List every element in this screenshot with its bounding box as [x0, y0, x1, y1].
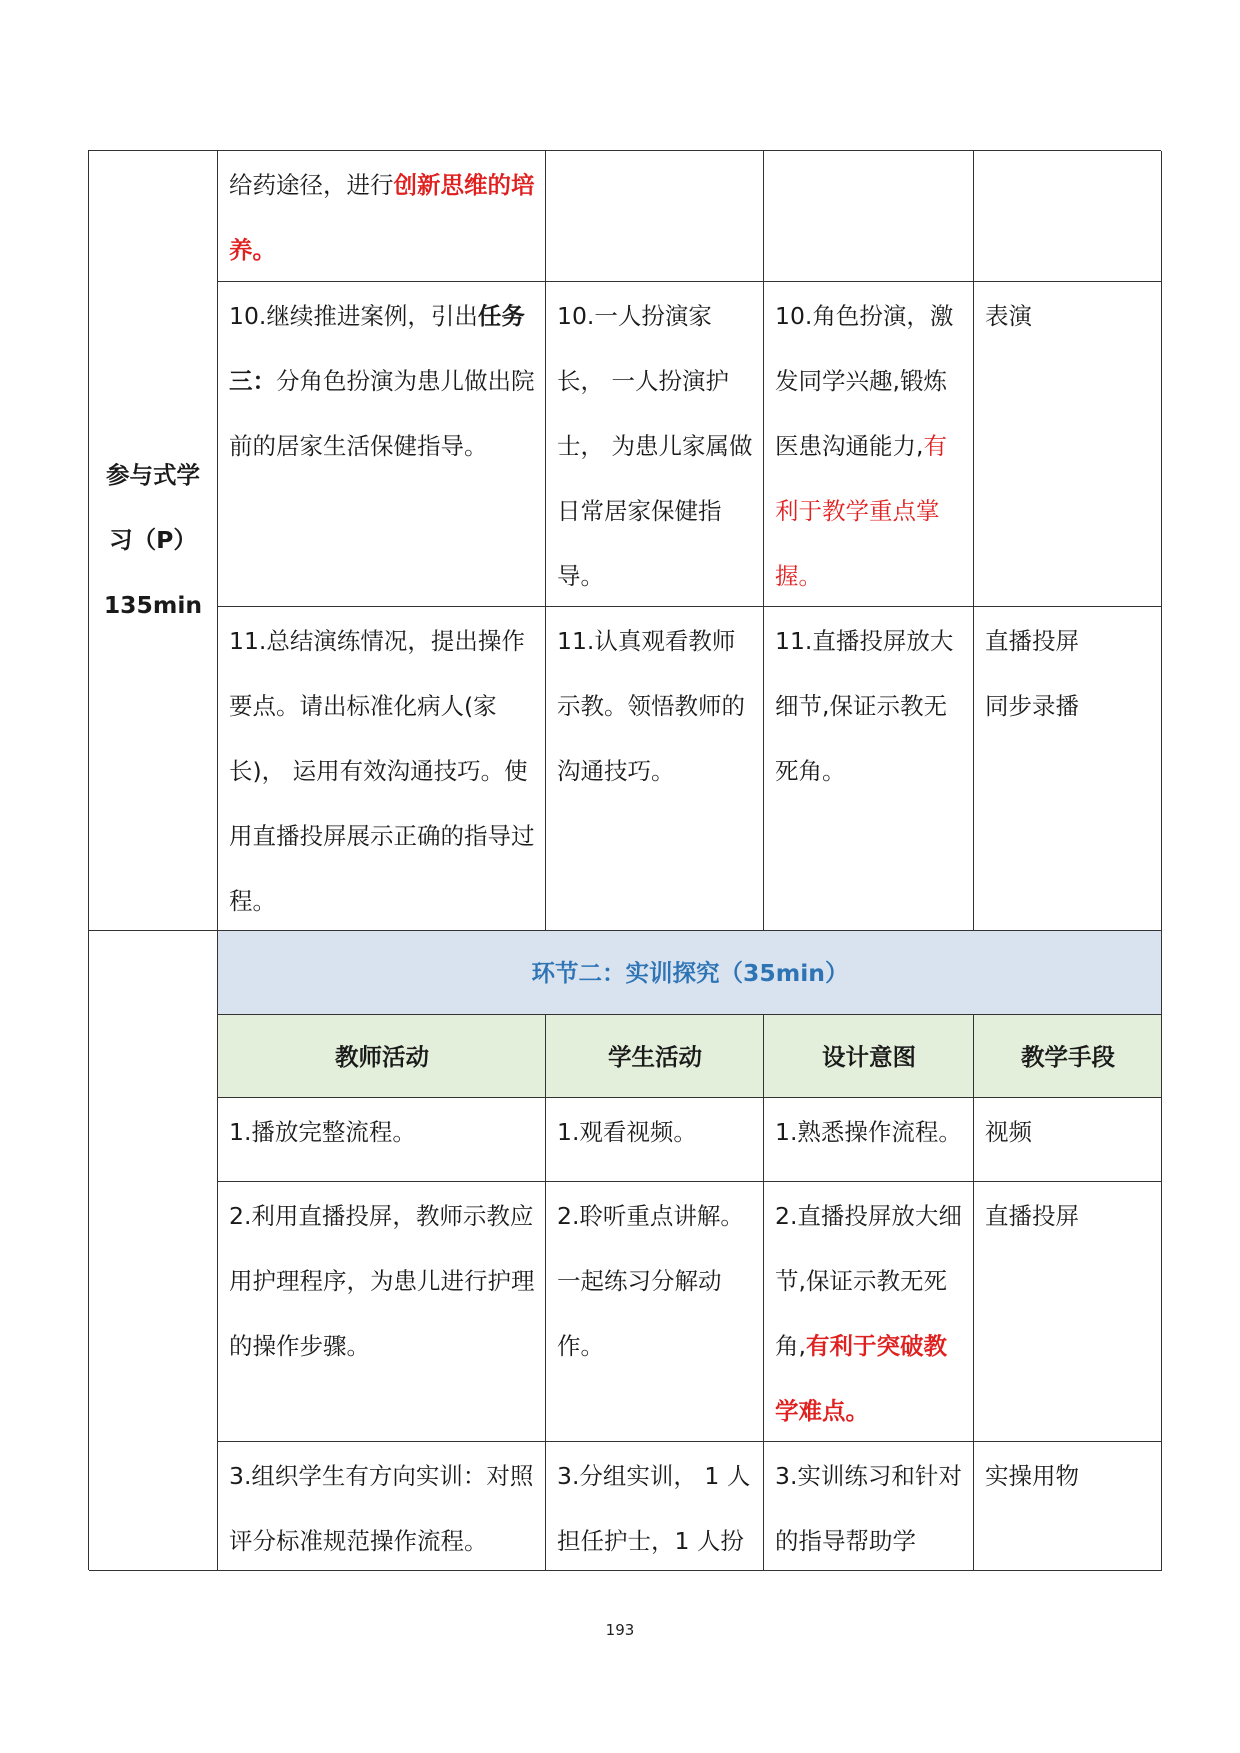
stage-label-line2: 习（P）	[109, 526, 197, 554]
r1-teacher-cell	[218, 1098, 546, 1182]
header-means-label: 教学手段	[1021, 1042, 1115, 1071]
r2-design-text: 2.直播投屏放大细节,保证示教无死角,	[775, 1202, 962, 1360]
r3-teacher-text: 3.组织学生有方向实训：对照评分标准规范操作流程。	[229, 1462, 534, 1555]
row10-design-text: 10.角色扮演，激发同学兴趣,锻炼医患沟通能力,	[775, 302, 954, 460]
cont-design-cell	[764, 151, 974, 282]
header-design-label: 设计意图	[822, 1042, 916, 1071]
row10-task-label: 任务三：	[229, 302, 525, 395]
r2-student-cell	[546, 1182, 764, 1442]
r3-teacher-cell	[218, 1442, 546, 1571]
r1-design-cell	[764, 1098, 974, 1182]
row11-teacher-cell	[218, 607, 546, 931]
section-title-cell	[218, 931, 1162, 1015]
r1-means-cell	[974, 1098, 1162, 1182]
stage-label-line1: 参与式学	[106, 461, 200, 489]
row10-student-cell	[546, 282, 764, 607]
row11-design-cell	[764, 607, 974, 931]
header-means	[974, 1015, 1162, 1098]
cont-teacher-emphasis: 创新思维的培养。	[229, 171, 535, 264]
row11-student-text: 11.认真观看教师示教。领悟教师的沟通技巧。	[557, 627, 745, 785]
row11-teacher-text: 11.总结演练情况，提出操作要点。请出标准化病人(家长)， 运用有效沟通技巧。使用直播投屏展示正确的指导过程。	[229, 627, 535, 915]
cont-teacher-cell	[218, 151, 546, 282]
header-teacher-label: 教师活动	[335, 1042, 429, 1071]
r1-design-text: 1.熟悉操作流程。	[775, 1118, 962, 1146]
r2-teacher-cell	[218, 1182, 546, 1442]
row11-means-text1: 直播投屏	[985, 627, 1079, 655]
header-student	[546, 1015, 764, 1098]
row10-means-text: 表演	[985, 302, 1032, 330]
r2-means-cell	[974, 1182, 1162, 1442]
cont-teacher-text: 给药途径，进行	[229, 171, 394, 199]
row10-means-cell	[974, 282, 1162, 607]
cont-means-cell	[974, 151, 1162, 282]
r3-means-cell	[974, 1442, 1162, 1571]
lesson-plan-table	[88, 150, 1161, 1570]
section-title: 环节二：实训探究（35min）	[531, 959, 849, 987]
stage-label-line3: 135min	[103, 591, 203, 619]
r2-means-text: 直播投屏	[985, 1202, 1079, 1230]
row10-teacher-text: 10.继续推进案例，引出	[229, 302, 478, 330]
r1-teacher-text: 1.播放完整流程。	[229, 1118, 416, 1146]
cont-student-cell	[546, 151, 764, 282]
r1-means-text: 视频	[985, 1118, 1032, 1146]
r2-design-emphasis: 有利于突破教学难点。	[775, 1332, 947, 1425]
row10-design-cell	[764, 282, 974, 607]
row10-teacher-text2: 分角色扮演为患儿做出院前的居家生活保健指导。	[229, 367, 535, 460]
header-teacher	[218, 1015, 546, 1098]
row11-means-text2: 同步录播	[985, 692, 1079, 720]
r3-student-cell	[546, 1442, 764, 1571]
r3-design-text: 3.实训练习和针对的指导帮助学	[775, 1462, 962, 1555]
r1-student-text: 1.观看视频。	[557, 1118, 697, 1146]
row10-student-text: 10.一人扮演家长， 一人扮演护士， 为患儿家属做日常居家保健指导。	[557, 302, 753, 590]
r3-means-text: 实操用物	[985, 1462, 1079, 1490]
row11-student-cell	[546, 607, 764, 931]
row11-means-cell	[974, 607, 1162, 931]
header-student-label: 学生活动	[608, 1042, 702, 1071]
r2-teacher-text: 2.利用直播投屏，教师示教应用护理程序，为患儿进行护理的操作步骤。	[229, 1202, 535, 1360]
r1-student-cell	[546, 1098, 764, 1182]
r3-student-text: 3.分组实训， 1 人担任护士，1 人扮	[557, 1462, 751, 1555]
row10-teacher-cell	[218, 282, 546, 607]
r3-design-cell	[764, 1442, 974, 1571]
r2-design-cell	[764, 1182, 974, 1442]
header-design	[764, 1015, 974, 1098]
row11-design-text: 11.直播投屏放大细节,保证示教无死角。	[775, 627, 954, 785]
page-number: 193	[605, 1621, 635, 1639]
stage-label-cell	[89, 151, 218, 931]
blank-stage-cell	[89, 931, 218, 1571]
r2-student-text: 2.聆听重点讲解。一起练习分解动作。	[557, 1202, 744, 1360]
row10-design-emphasis: 有利于教学重点掌握。	[775, 432, 947, 590]
